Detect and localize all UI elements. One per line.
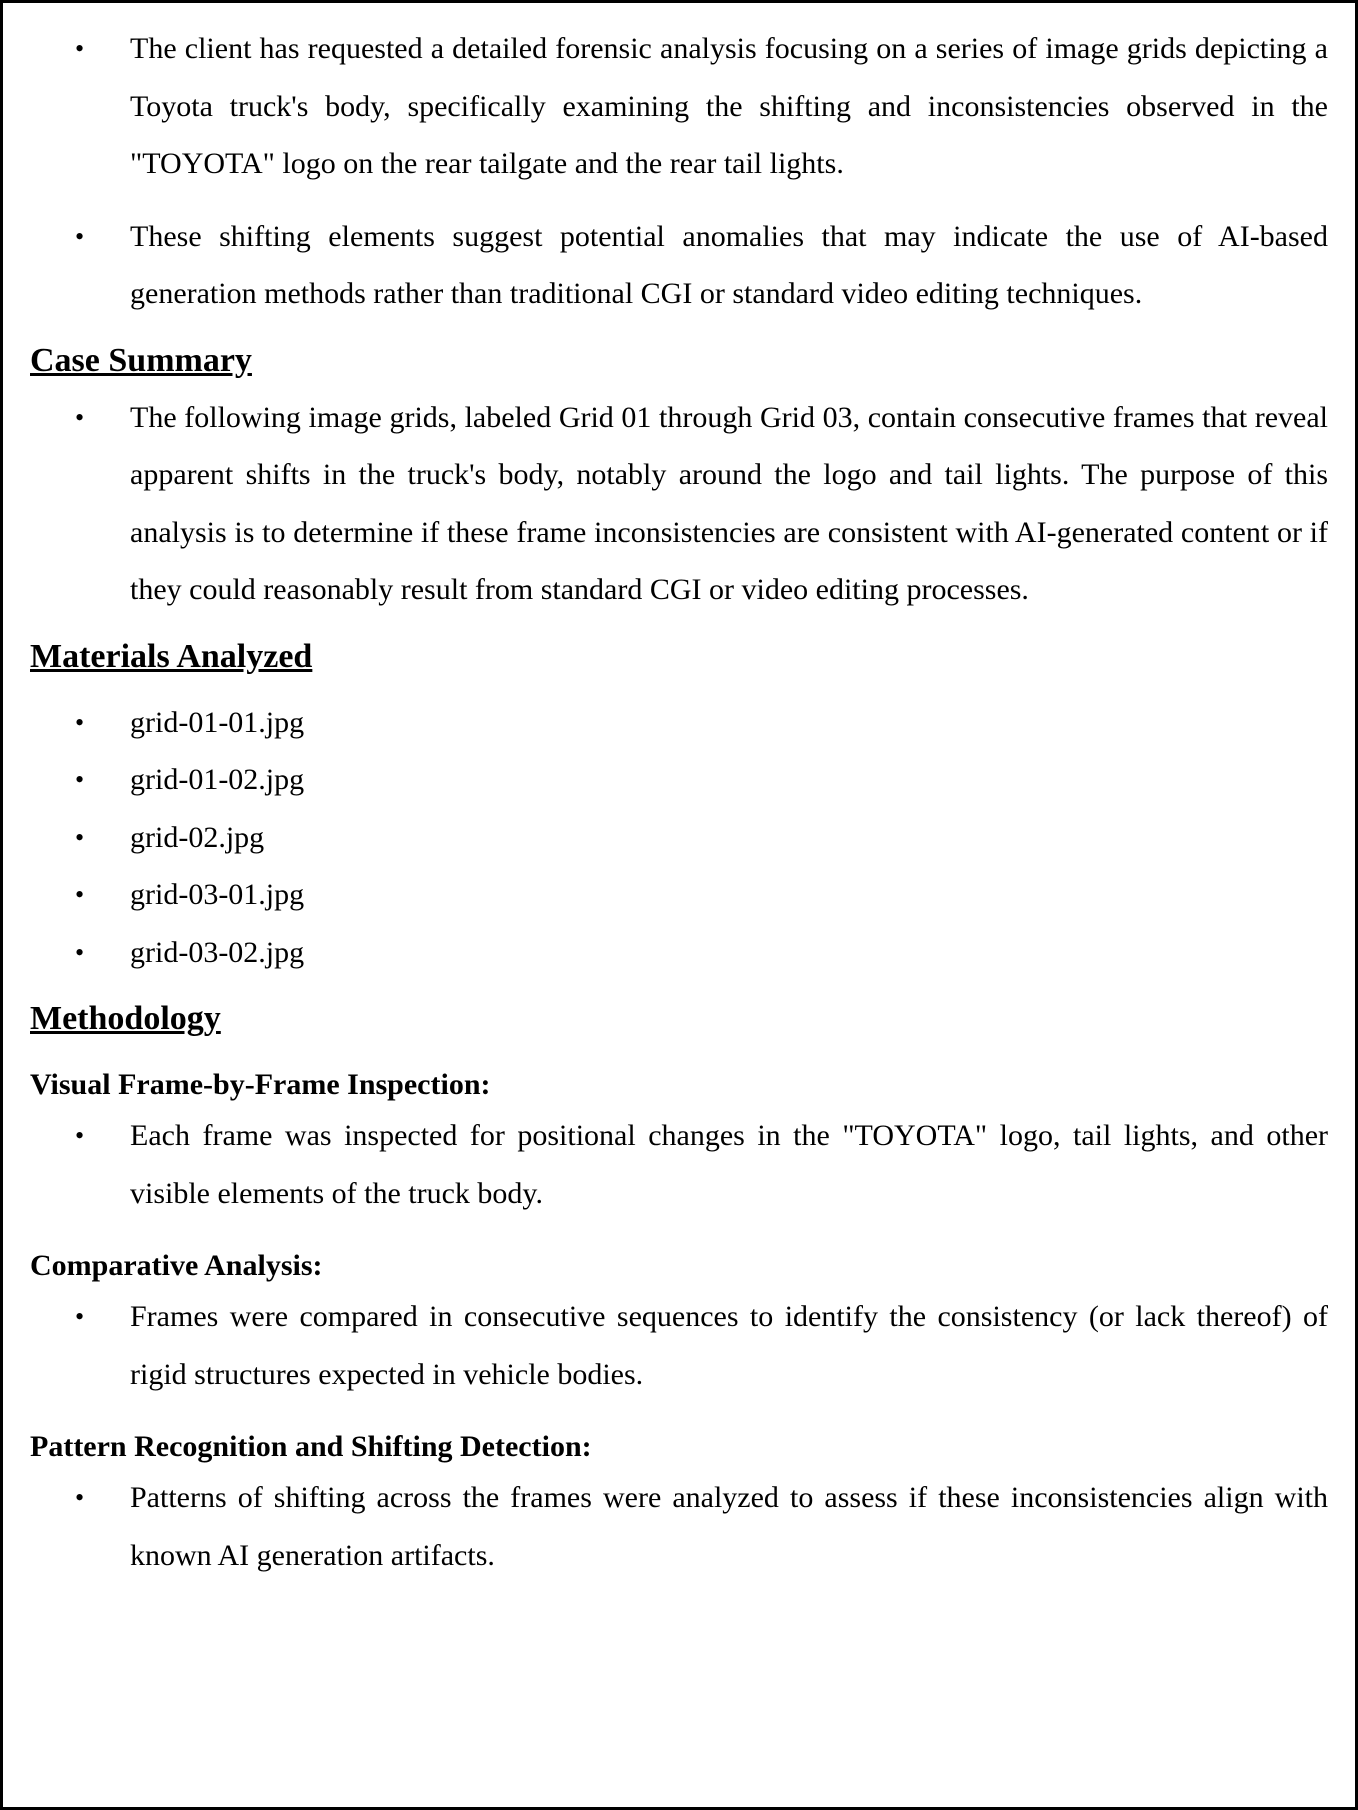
bullet-icon: • [75,707,85,737]
methodology-list [30,1288,1328,1403]
case-summary-heading: Case Summary [30,341,252,379]
file-name: grid-01-01.jpg [130,705,305,739]
case-summary-list [30,389,1328,619]
bullet-icon: • [75,1302,85,1331]
subsection-title: Visual Frame-by-Frame Inspection: [30,1068,491,1101]
list-item [30,208,1328,323]
methodology-list [30,1107,1328,1222]
document-body [30,20,1328,1584]
file-item [30,694,1328,752]
bullet-icon: • [75,221,85,251]
materials-list [30,694,1328,982]
file-item [30,751,1328,809]
bullet-icon: • [75,1121,85,1150]
file-item [30,866,1328,924]
bullet-icon: • [75,34,85,63]
file-item [30,809,1328,867]
list-item-text: These shifting elements suggest potential anomalies that may indicate the use of AI-based generation methods rather than traditional CGI or standard video editing techniques. [130,219,1328,310]
list-item [30,1469,1328,1584]
file-name: grid-03-01.jpg [130,878,305,911]
subsection-title: Comparative Analysis: [30,1249,323,1282]
bullet-icon: • [75,1483,85,1512]
file-name: grid-02.jpg [130,820,265,854]
intro-list [30,20,1328,323]
materials-heading: Materials Analyzed [30,637,313,675]
bullet-icon: • [75,880,85,909]
file-name: grid-01-02.jpg [130,763,305,796]
list-item-text: Frames were compared in consecutive sequences to identify the consistency (or lack thereof) of rigid structures expected in vehicle bodies. [130,1300,1328,1391]
file-item [30,924,1328,982]
list-item-text: Patterns of shifting across the frames were analyzed to assess if these inconsistencies align with known AI generation artifacts. [130,1481,1328,1572]
list-item-text: The following image grids, labeled Grid 01 through Grid 03, contain consecutive frames that reveal apparent shifts in the truck's body, notably around the logo and tail lights. The purpose of this analysis is to determine if these frame inconsistencies are consistent with AI-generated content or if they could reasonably result from standard CGI or video editing processes. [130,400,1328,606]
bullet-icon: • [75,937,85,967]
file-name: grid-03-02.jpg [130,935,305,969]
list-item-text: The client has requested a detailed forensic analysis focusing on a series of image grids depicting a Toyota truck's body, specifically examining the shifting and inconsistencies observed in the "TOYOTA" logo on the rear tailgate and the rear tail lights. [130,32,1328,180]
list-item [30,1107,1328,1222]
methodology-heading: Methodology [30,1000,221,1037]
list-item [30,389,1328,619]
bullet-icon: • [75,402,85,432]
list-item-text: Each frame was inspected for positional changes in the "TOYOTA" logo, tail lights, and other visible elements of the truck body. [130,1119,1328,1210]
methodology-list [30,1469,1328,1584]
list-item [30,20,1328,193]
bullet-icon: • [75,822,85,852]
bullet-icon: • [75,765,85,794]
subsection-title: Pattern Recognition and Shifting Detection: [30,1430,592,1463]
list-item [30,1288,1328,1403]
